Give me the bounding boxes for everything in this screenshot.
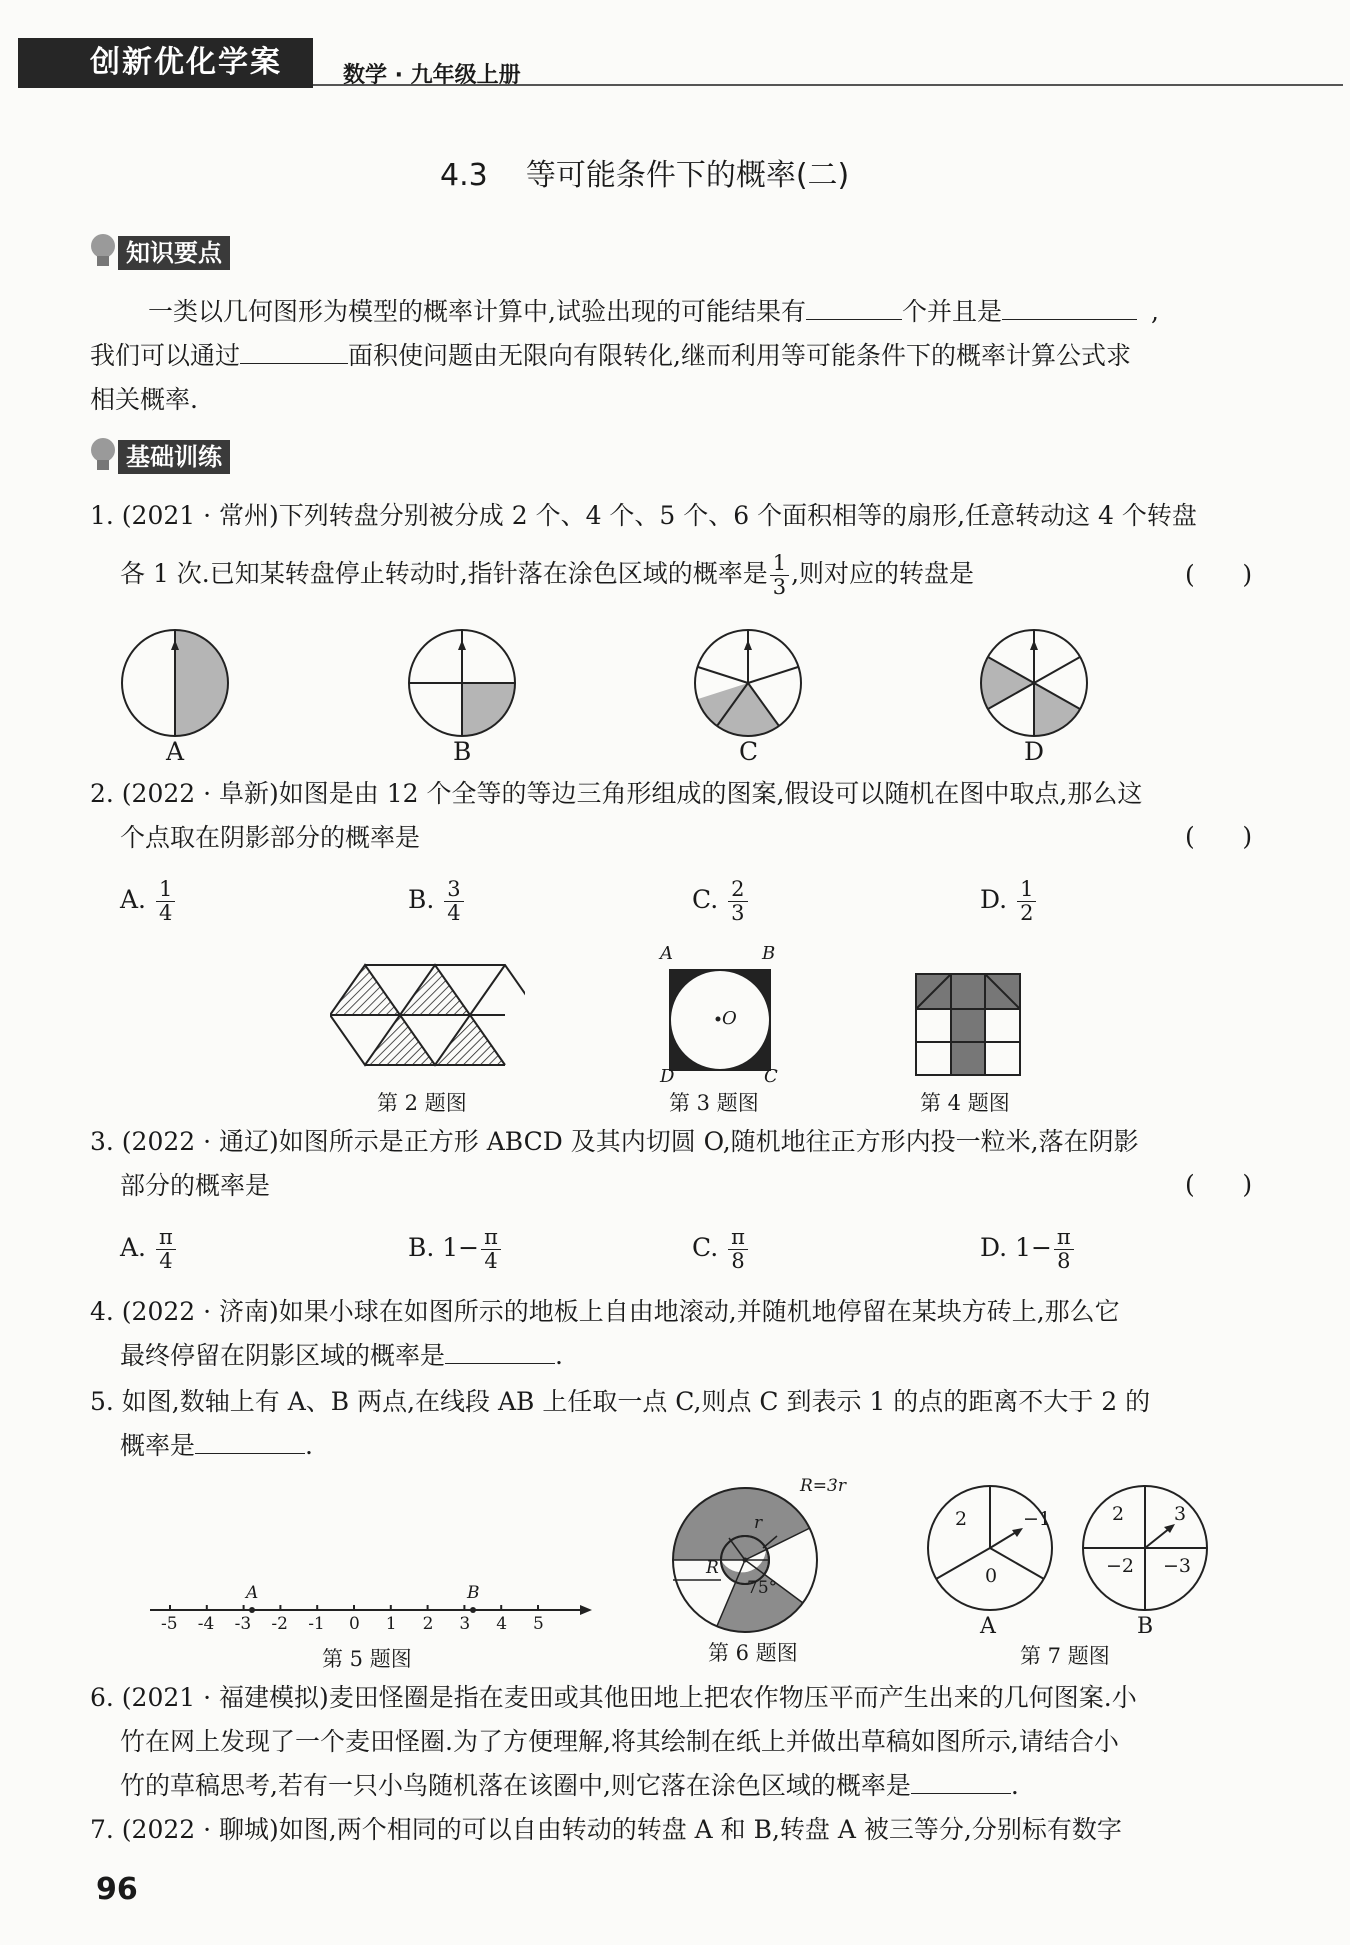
spinner-7b bbox=[1083, 1486, 1207, 1610]
numline-tick-label: -4 bbox=[197, 1614, 215, 1634]
numline-label-b: B bbox=[467, 1583, 480, 1603]
numline-tick-label: 1 bbox=[385, 1614, 397, 1634]
page-number: 96 bbox=[96, 1872, 138, 1907]
q2-option-d[interactable]: D. $\frac{1}{2}$ bbox=[980, 878, 1038, 925]
q2-option-b[interactable]: B. $\frac{3}{4}$ bbox=[408, 878, 466, 925]
q4-line-2: 最终停留在阴影区域的概率是 . bbox=[120, 1334, 563, 1378]
spin7a-n3: 0 bbox=[985, 1565, 998, 1587]
q6-line-1: 6. (2021 · 福建模拟)麦田怪圈是指在麦田或其他田地上把农作物压平而产生出来的几何图案.小 bbox=[90, 1683, 1137, 1712]
fig6-label-R: R bbox=[706, 1558, 719, 1578]
spinner-b bbox=[409, 630, 515, 736]
spinner-d bbox=[981, 630, 1087, 736]
fig3-label-o: O bbox=[722, 1008, 737, 1029]
q2-answer-paren[interactable]: ( ) bbox=[1185, 822, 1253, 851]
figure-q7 bbox=[920, 1478, 1220, 1618]
knowledge-line-1: 一类以几何图形为模型的概率计算中,试验出现的可能结果有 个并且是 , bbox=[148, 290, 1159, 334]
section-basic: 基础训练 bbox=[118, 440, 230, 474]
q6-answer-blank[interactable] bbox=[911, 1767, 1011, 1794]
bulb-icon bbox=[88, 232, 118, 276]
fig6-angle: 75° bbox=[747, 1578, 778, 1598]
knowledge-line-2: 我们可以通过 面积使问题由无限向有限转化,继而利用等可能条件下的概率计算公式求 bbox=[90, 334, 1131, 378]
q3-option-d[interactable]: D. 1− $\frac{\pi}{8}$ bbox=[980, 1226, 1076, 1273]
numline-tick-label: 3 bbox=[459, 1614, 471, 1634]
figure-q4 bbox=[912, 970, 1027, 1080]
q3-option-b[interactable]: B. 1− $\frac{\pi}{4}$ bbox=[408, 1226, 503, 1273]
q1-line-2: 各 1 次.已知某转盘停止转动时,指针落在涂色区域的概率是 $\frac{1}{3}$ ,则对应的转盘是 bbox=[120, 551, 975, 599]
q3-line-2: 部分的概率是 bbox=[120, 1171, 271, 1200]
spinner-7a bbox=[928, 1486, 1052, 1610]
knowledge-line-3: 相关概率. bbox=[90, 385, 198, 414]
q5-line-1: 5. 如图,数轴上有 A、B 两点,在线段 AB 上任取一点 C,则点 C 到表示 1 的点的距离不大于 2 的 bbox=[90, 1387, 1151, 1416]
spinner-a bbox=[122, 630, 228, 736]
numline-tick-label: -5 bbox=[161, 1614, 178, 1634]
q1-answer-paren[interactable]: ( ) bbox=[1185, 560, 1253, 589]
spinner-c bbox=[695, 630, 801, 736]
q5-answer-blank[interactable] bbox=[195, 1427, 305, 1454]
caption-q4: 第 4 题图 bbox=[920, 1091, 1010, 1115]
q2-option-a[interactable]: A. $\frac{1}{4}$ bbox=[120, 878, 177, 925]
numline-tick-label: 0 bbox=[349, 1614, 360, 1634]
spin7-label-b: B bbox=[1137, 1614, 1154, 1639]
q6-line-3: 竹的草稿思考,若有一只小鸟随机落在该圈中,则它落在涂色区域的概率是 . bbox=[120, 1764, 1019, 1808]
numline-tick-label: -3 bbox=[234, 1614, 252, 1634]
caption-q7: 第 7 题图 bbox=[1020, 1644, 1110, 1668]
fig3-label-b: B bbox=[762, 943, 776, 964]
q1-line-1: 1. (2021 · 常州)下列转盘分别被分成 2 个、4 个、5 个、6 个面积相等的扇形,任意转动这 4 个转盘 bbox=[90, 501, 1197, 530]
figure-q2 bbox=[330, 960, 525, 1080]
page-title: 4.3 等可能条件下的概率(二) bbox=[440, 158, 850, 193]
fig6-label-r: r bbox=[754, 1513, 763, 1533]
spin7b-n1: 2 bbox=[1112, 1503, 1125, 1525]
spinner-label-b: B bbox=[453, 737, 472, 766]
header-subject: 数学 · 九年级上册 bbox=[343, 63, 521, 88]
numline-tick-labels bbox=[140, 1614, 600, 1638]
fig3-label-c: C bbox=[764, 1066, 778, 1087]
section-knowledge: 知识要点 bbox=[118, 236, 230, 270]
numline-tick-label: 4 bbox=[496, 1614, 508, 1634]
spinner-label-d: D bbox=[1024, 737, 1045, 766]
spin7b-n2: 3 bbox=[1174, 1503, 1187, 1525]
q3-option-a[interactable]: A. $\frac{\pi}{4}$ bbox=[120, 1226, 178, 1273]
q2-line-2: 个点取在阴影部分的概率是 bbox=[120, 823, 421, 852]
q7-line-1: 7. (2022 · 聊城)如图,两个相同的可以自由转动的转盘 A 和 B,转盘 A 被三等分,分别标有数字 bbox=[90, 1815, 1122, 1844]
spinner-label-a: A bbox=[166, 737, 185, 766]
caption-q3: 第 3 题图 bbox=[669, 1091, 759, 1115]
numline-tick-label: -1 bbox=[308, 1614, 325, 1634]
fig3-label-d: D bbox=[660, 1066, 675, 1087]
spin7b-n3: −2 bbox=[1106, 1555, 1135, 1577]
q3-answer-paren[interactable]: ( ) bbox=[1185, 1170, 1253, 1199]
q3-line-1: 3. (2022 · 通辽)如图所示是正方形 ABCD 及其内切圆 O,随机地往正方形内投一粒米,落在阴影 bbox=[90, 1127, 1139, 1156]
bulb-icon bbox=[88, 436, 118, 480]
q5-line-2: 概率是 . bbox=[120, 1424, 313, 1468]
caption-q2: 第 2 题图 bbox=[377, 1091, 467, 1115]
spin7b-n4: −3 bbox=[1163, 1555, 1192, 1577]
q1-spinners bbox=[0, 610, 1350, 770]
spinner-label-c: C bbox=[739, 737, 759, 766]
figure-q6 bbox=[665, 1480, 825, 1640]
caption-q5: 第 5 题图 bbox=[322, 1647, 412, 1671]
fig6-label-r3r: R=3r bbox=[800, 1476, 846, 1496]
numline-tick-label: 2 bbox=[422, 1614, 434, 1634]
numline-label-a: A bbox=[246, 1583, 259, 1603]
numline-tick-label: -2 bbox=[271, 1614, 288, 1634]
numline-tick-label: 5 bbox=[533, 1614, 544, 1634]
spin7a-n2: −1 bbox=[1023, 1508, 1052, 1530]
q2-line-1: 2. (2022 · 阜新)如图是由 12 个全等的等边三角形组成的图案,假设可以随机在图中取点,那么这 bbox=[90, 779, 1143, 808]
q2-option-c[interactable]: C. $\frac{2}{3}$ bbox=[692, 878, 750, 925]
fig3-label-a: A bbox=[660, 943, 673, 964]
caption-q6: 第 6 题图 bbox=[708, 1641, 798, 1665]
q4-answer-blank[interactable] bbox=[445, 1337, 555, 1364]
q4-line-1: 4. (2022 · 济南)如果小球在如图所示的地板上自由地滚动,并随机地停留在某块方砖上,那么它 bbox=[90, 1297, 1120, 1326]
q6-line-2: 竹在网上发现了一个麦田怪圈.为了方便理解,将其绘制在纸上并做出草稿如图所示,请结合小 bbox=[120, 1727, 1119, 1756]
figure-q3 bbox=[660, 960, 780, 1085]
spin7a-n1: 2 bbox=[955, 1508, 968, 1530]
spin7-label-a: A bbox=[980, 1614, 996, 1639]
q3-option-c[interactable]: C. $\frac{\pi}{8}$ bbox=[692, 1226, 750, 1273]
header-brand: 创新优化学案 bbox=[90, 45, 282, 80]
